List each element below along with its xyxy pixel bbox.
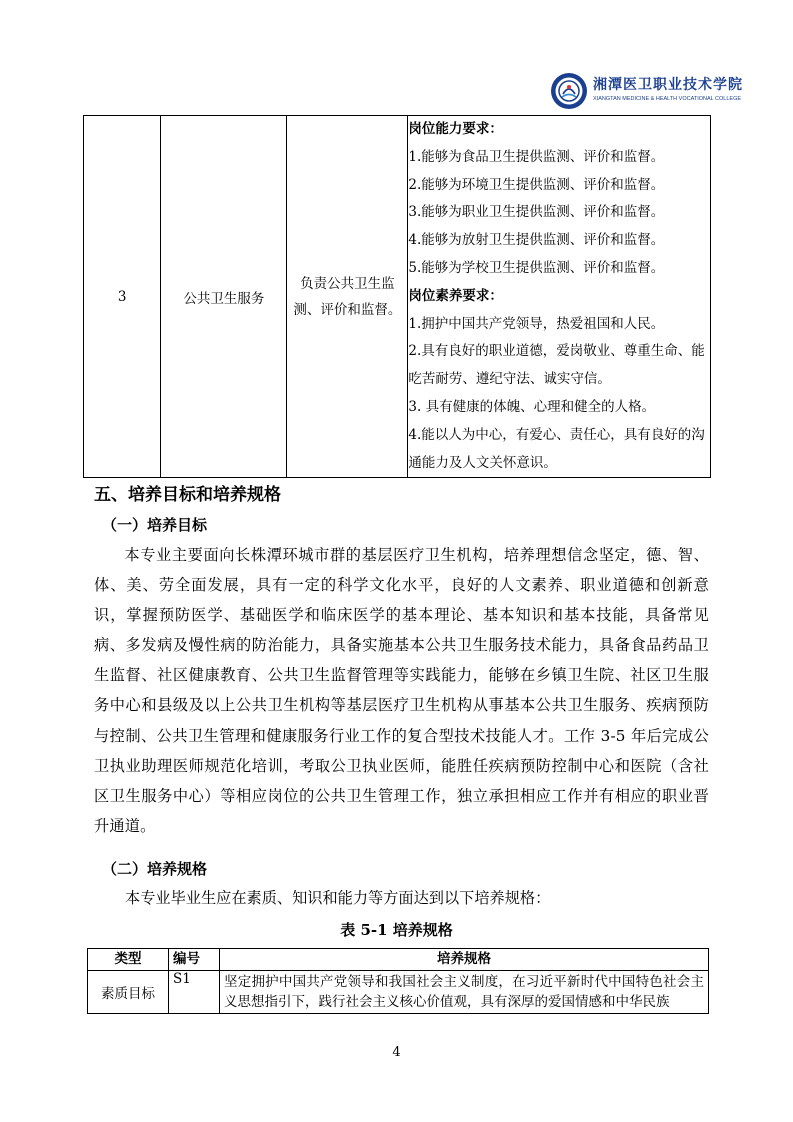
school-logo bbox=[550, 72, 743, 112]
school-emblem-icon bbox=[550, 72, 588, 110]
job-duty-cell bbox=[287, 116, 408, 478]
job-post-cell: 公共卫生服务 bbox=[161, 116, 287, 478]
goal-paragraph: 本专业主要面向长株潭环城市群的基层医疗卫生机构，培养理想信念坚定，德、智、体、美、劳全面发展，具有一定的科学文化水平，良好的人文素养、职业道德和创新意识，掌握预防医学、基础医学和临床医学的基本理论、基本知识和基本技能，具备常见病、多发病及慢性病的防治能力，具备实施基本公共卫生服务技术能力，具备食品药品卫生监督、社区健康教育、公共卫生监督管理等实践能力，能够在乡镇卫生院、社区卫生服务中心和县级及以上公共卫生机构等基层医疗卫生机构从事基本公共卫生服务、疾病预防与控制、公共卫生管理和健康服务行业工作的复合型技术技能人才。工作 3-5 年后完成公卫执业助理医师规范化培训，考取公卫执业医师，能胜任疾病预防控制中心和医院（含社区卫生服务中心）等相应岗位的公共卫生管理工作，独立承担相应工作并有相应的职业晋升通道。 bbox=[94, 546, 709, 835]
list-item: 1.能够为食品卫生提供监测、评价和监督。 bbox=[408, 148, 665, 165]
table-row bbox=[88, 971, 709, 1014]
list-item: 3.能够为职业卫生提供监测、评价和监督。 bbox=[408, 204, 665, 221]
spec-text-cell: 坚定拥护中国共产党领导和我国社会主义制度，在习近平新时代中国特色社会主义思想指引下，践行社会主义核心价值观，具有深厚的爱国情感和中华民族 bbox=[220, 971, 709, 1014]
quality-title: 岗位素养要求： bbox=[408, 287, 503, 304]
subsection-title-goal: （一）培养目标 bbox=[102, 516, 208, 534]
spec-no-cell: S1 bbox=[169, 971, 220, 1014]
header-type: 类型 bbox=[88, 949, 169, 971]
table-caption: 表 5-1 培养规格 bbox=[340, 921, 453, 939]
list-item: 2.能够为环境卫生提供监测、评价和监督。 bbox=[408, 176, 665, 193]
list-item: 5.能够为学校卫生提供监测、评价和监督。 bbox=[408, 259, 665, 276]
list-item: 1.拥护中国共产党领导，热爱祖国和人民。 bbox=[408, 315, 665, 332]
header-spec: 培养规格 bbox=[220, 949, 709, 971]
job-requirement-cell bbox=[408, 116, 711, 478]
spec-type-cell: 素质目标 bbox=[88, 971, 169, 1014]
job-no-cell: 3 bbox=[84, 116, 161, 478]
page-number: 4 bbox=[392, 1045, 401, 1060]
school-name-en: XIANGTAN MEDICINE & HEALTH VOCATIONAL COLLEGE bbox=[593, 96, 742, 102]
table-row bbox=[84, 116, 711, 478]
job-table bbox=[83, 115, 711, 478]
table-header-row bbox=[88, 949, 709, 971]
spec-table bbox=[87, 948, 709, 1014]
subsection-title-spec: （二）培养规格 bbox=[102, 860, 208, 878]
list-item: 4.能以人为中心，有爱心、责任心，具有良好的沟通能力及人文关怀意识。 bbox=[408, 426, 705, 471]
ability-title: 岗位能力要求： bbox=[408, 121, 503, 137]
spec-intro: 本专业毕业生应在素质、知识和能力等方面达到以下培养规格： bbox=[125, 889, 551, 907]
duty-line: 负责公共卫生监 bbox=[300, 275, 395, 292]
section-title: 五、培养目标和培养规格 bbox=[94, 485, 281, 505]
list-item: 2.具有良好的职业道德，爱岗敬业、尊重生命、能吃苦耐劳、遵纪守法、诚实守信。 bbox=[408, 343, 705, 388]
header-no: 编号 bbox=[169, 949, 220, 971]
school-name-cn: 湘潭医卫职业技术学院 bbox=[593, 77, 743, 93]
list-item: 4.能够为放射卫生提供监测、评价和监督。 bbox=[408, 232, 665, 249]
list-item: 3. 具有健康的体魄、心理和健全的人格。 bbox=[408, 398, 656, 415]
duty-line: 测、评价和监督。 bbox=[293, 301, 402, 318]
